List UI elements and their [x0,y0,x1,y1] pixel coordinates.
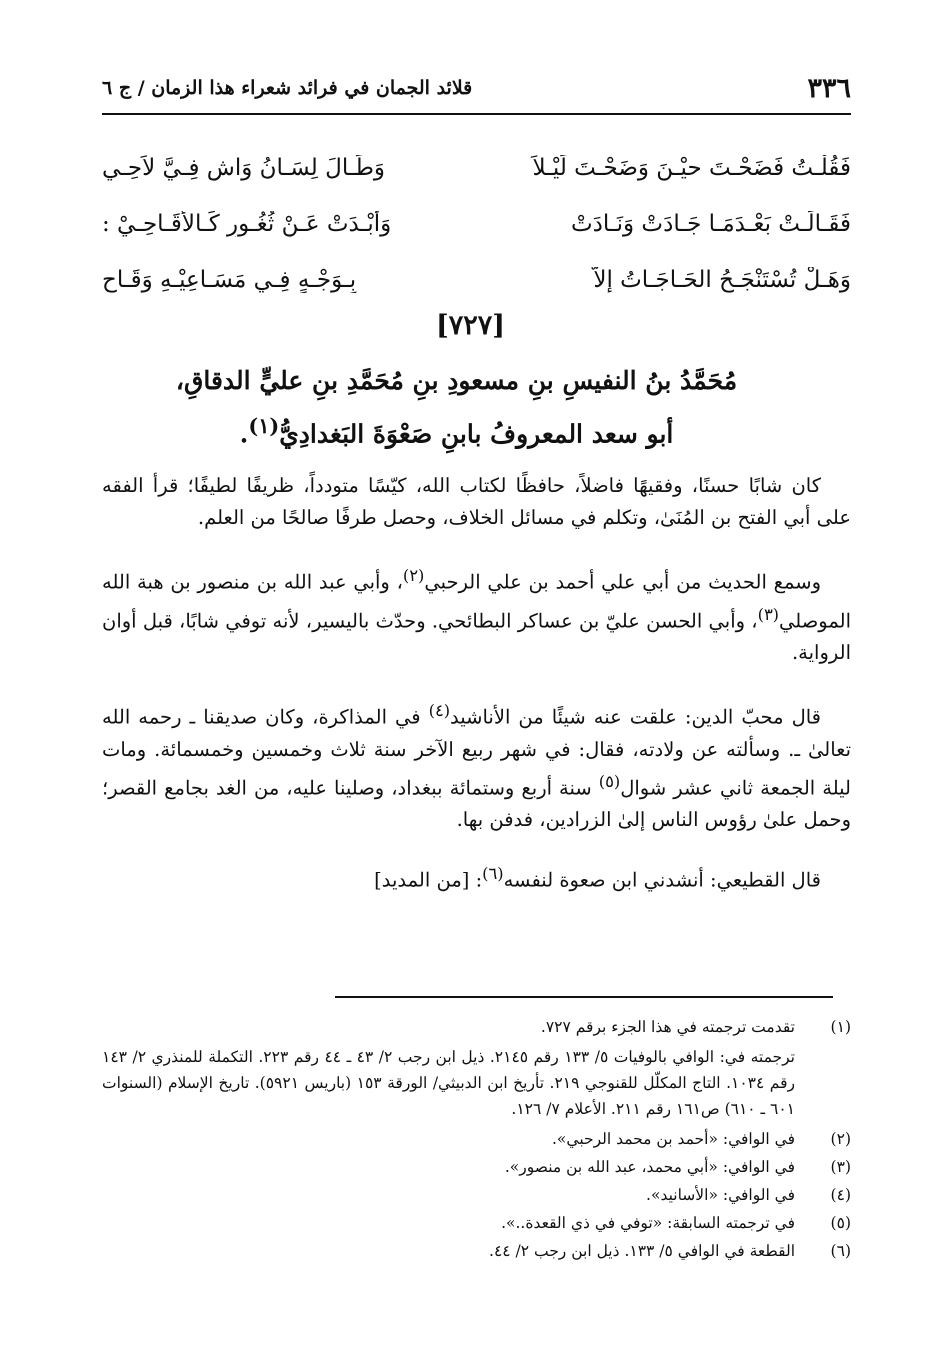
footnote [102,1184,851,1206]
footnote-ref: (٢) [402,566,425,585]
footnote-number: (٣) [830,1158,851,1176]
text-run: : [من المديد] [374,868,483,892]
main-text [102,470,851,897]
verse-second-hemistich: وَأَبْـدَتْ عَـنْ ثُغُـورٍ كَـالأَقَـاحِـيْ : [102,211,392,237]
footnote-ref: (٥) [598,771,621,791]
text-run: في المذاكرة، وكان صديقنا ـ رحمه الله تعالىٰ ـ. وسألته عن ولادته، فقال: في شهر ربيع الآخر سنة ثلاث وخمسين وخمسمائة. ومات ليلة الجمعة ثاني عشر شوال [102,705,851,799]
footnote-text: في الوافي: «أحمد بن محمد الرحبي». [551,1130,795,1148]
footnote-ref: (١) [248,413,280,438]
text-run: قال القطيعي: أنشدني ابن صعوة لنفسه [503,868,821,892]
footnote-rule [335,996,833,998]
text-run: قال محبّ الدين: علقت عنه شيئًا من الأناشيد [450,705,821,729]
footnote-number: (٤) [830,1186,851,1204]
footnote [102,1156,851,1178]
footnote [102,1016,851,1038]
footnote-ref: (٣) [757,604,780,624]
text-run: سنة أربع وستمائة ببغداد، وصلينا عليه، من الغد بجامع القصر؛ وحمل علىٰ رؤوس الناس إلىٰ الزرادين، فدفن بها. [102,776,851,831]
verse-first-hemistich: فَقَـالَـتْ بَعْـدَمَـا جَـادَتْ وَنَـادَتْ [570,211,851,237]
entry-title [102,358,811,456]
running-title: قلائد الجمان في فرائد شعراء هذا الزمان / ج ٦ [102,77,473,99]
footnote-ref: (٤) [428,701,451,720]
page-header [102,68,851,108]
footnote-ref: (٦) [482,864,504,883]
footnote-number: (١) [830,1018,851,1036]
footnote [102,1212,851,1234]
verse [102,196,851,252]
footnote-text: في الوافي: «الأسانيد». [646,1186,795,1204]
text-run: ، وأبي عبد الله بن منصور بن هبة الله الموصلي [102,570,851,632]
paragraph [102,695,851,836]
verse [102,140,851,196]
footnote [102,1240,851,1262]
footnote-detail: ترجمته في: الوافي بالوفيات ٥/ ١٣٣ رقم ٢١٤٥. ذيل ابن رجب ٢/ ٤٣ ـ ٤٤ رقم ٢٢٣. التكملة للمنذري ٢/ ١٤٣ رقم ١٠٣٤. التاج المكلّل للقنوجي ٢١٩. تأريخ ابن الدبيثي/ الورقة ١٥٣ (باريس ٥٩٢١). تاريخ الإسلام (السنوات ٦٠١ ـ ٦١٠) ص١٦١ رقم ٢١١. الأعلام ٧/ ١٢٦. [102,1048,796,1118]
paragraph [102,858,851,897]
paragraph: كان شابًا حسنًا، وفقيهًا فاضلاً، حافظًا لكتاب الله، كيّسًا متودداً، ظريفًا لطيفًا؛ قرأ الفقه على أبي الفتح بن المُنَىٰ، وتكلم في مسائل الخلاف، وحصل طرفًا صالحًا من العلم. [102,474,851,529]
paragraph [102,560,851,669]
entry-title-line-1: مُحَمَّدُ بنُ النفيسِ بنِ مسعودِ بنِ مُحَمَّدِ بنِ عليٍّ الدقاقِ، [175,366,738,395]
verse-second-hemistich: وَطَـالَ لِسَـانُ وَاشٍ فِـيَّ لاَحِـي [102,155,385,181]
poem [102,140,851,308]
footnotes [102,1016,851,1268]
footnote-text: القطعة في الوافي ٥/ ١٣٣. ذيل ابن رجب ٢/ ٤٤. [489,1242,795,1260]
verse-second-hemistich: بِـوَجْـهٍ فِـي مَسَـاعِيْـهِ وَقَـاحِ [102,267,357,293]
entry-title-line-2: أبو سعد المعروفُ بابنِ صَعْوَةَ البَغدادِيُّ$^{(١)}$. [239,413,674,449]
verse-first-hemistich: فَقُلْـتُ فَضَحْـتَ حيْـنَ وَضَحْـتَ لَيْـلاً [532,155,851,181]
footnote-number: (٦) [830,1242,851,1260]
page-number: ٣٣٦ [807,72,851,104]
verse-first-hemistich: وَهَـلْ تُسْتَنْجَـحُ الحَـاجَـاتُ إِلاَّ [593,267,851,293]
footnote-text: تقدمت ترجمته في هذا الجزء برقم ٧٢٧. [540,1018,795,1036]
text-run: وسمع الحديث من أبي علي أحمد بن علي الرحبي [424,570,821,594]
entry-title-name: أبو سعد المعروفُ بابنِ صَعْوَةَ البَغدادِيُّ [279,419,674,449]
footnote-text: في الوافي: «أبي محمد، عبد الله بن منصور». [504,1158,795,1176]
entry-number: [٧٢٧] [435,310,506,341]
header-rule [102,113,851,115]
footnote-text: في ترجمته السابقة: «توفي في ذي القعدة..». [501,1214,795,1232]
footnote-number: (٥) [830,1214,851,1232]
text-run: ، وأبي الحسن عليّ بن عساكر البطائحي. وحدّث باليسير، لأنه توفي شابًا، قبل أوان الرواية. [102,609,851,664]
footnote [102,1128,851,1150]
footnote-number: (٢) [830,1130,851,1148]
verse [102,252,851,308]
